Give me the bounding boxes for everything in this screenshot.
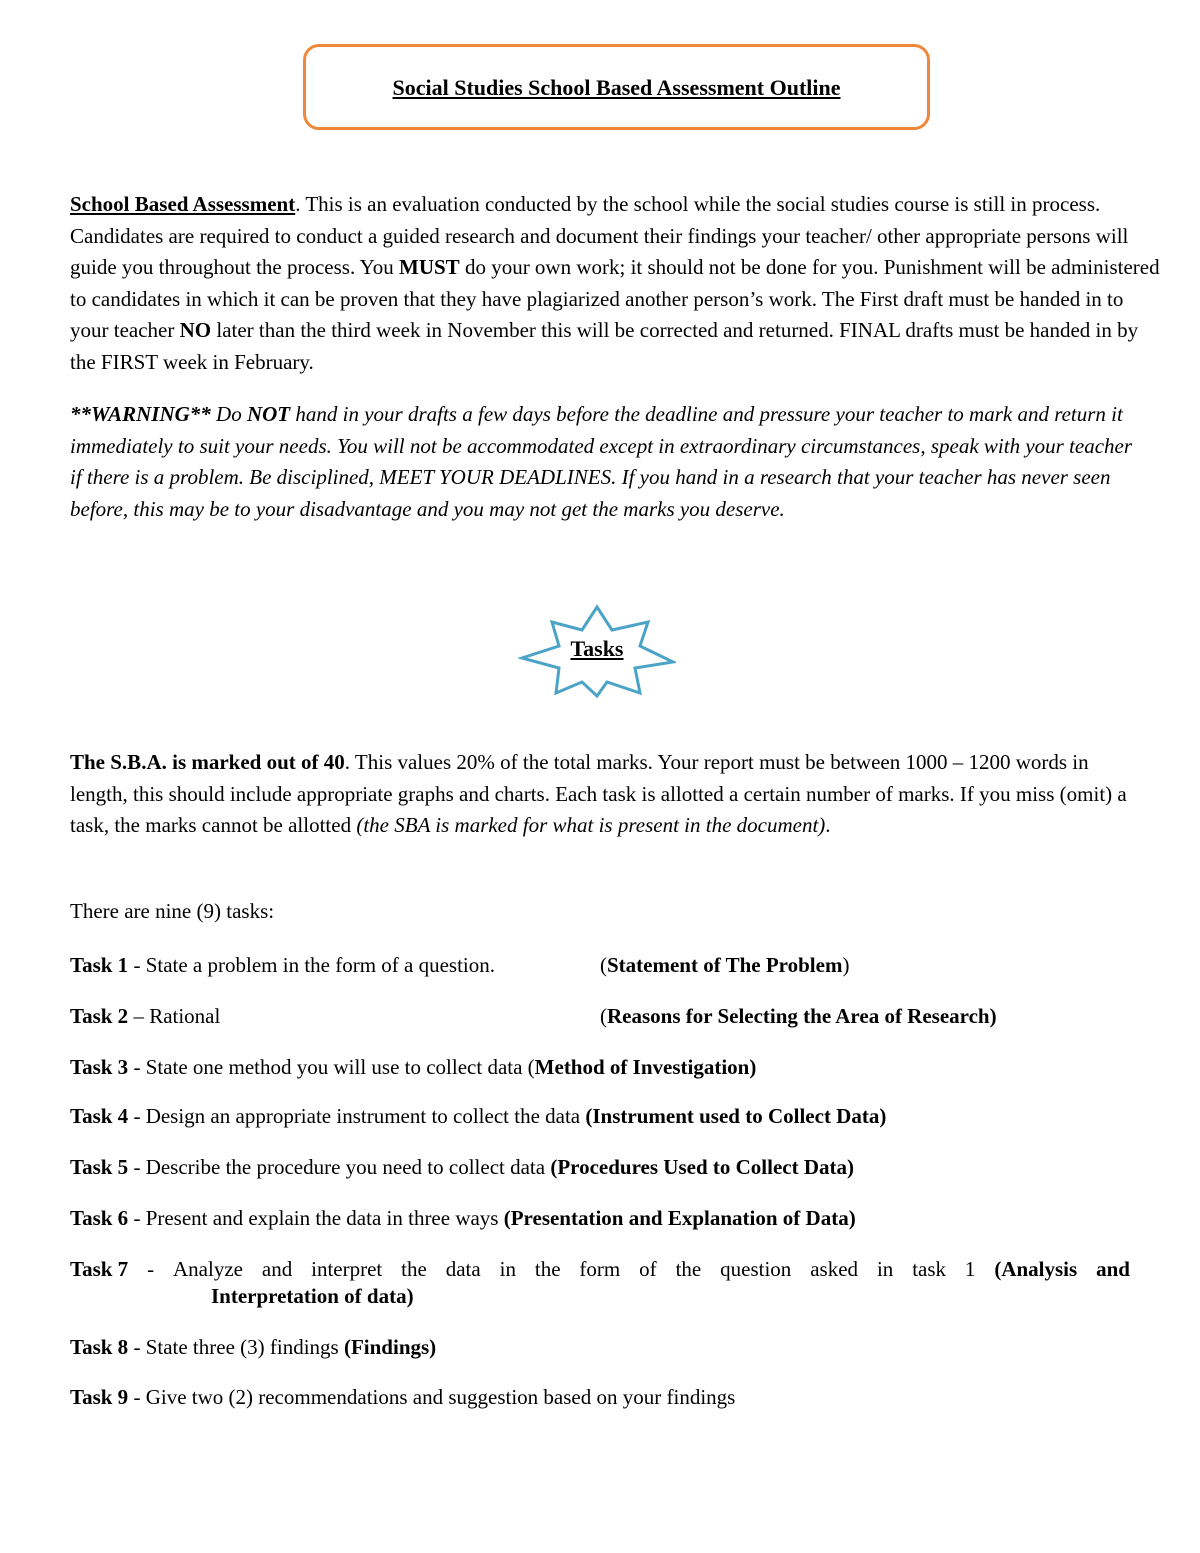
task-text: Present and explain the data in three ways (145, 1206, 504, 1230)
task7-word: the (401, 1257, 427, 1281)
task-sep: - (128, 953, 146, 977)
task-label: Task 4 (70, 1104, 129, 1128)
task7-word: Analyze (173, 1257, 243, 1281)
warning-text-2: hand in your drafts a few days before the deadline and pressure your teacher to mark and return it immediately to suit your needs. You will not be accommodated except in extraordinary circumstances, speak with your teacher if there is a problem. Be disciplined, MEET YOUR DEADLINES. If you hand in a research that your teacher has never seen before, this may be to your disadvantage and you may not get the marks you deserve. (70, 402, 1133, 521)
tasks-badge-label: Tasks (570, 636, 624, 661)
task7-word: interpret (311, 1257, 383, 1281)
task-text: Give two (2) recommendations and suggestion based on your findings (145, 1385, 736, 1409)
title-box (303, 44, 930, 130)
warning-label: **WARNING** (70, 402, 211, 426)
task-sep: - (128, 1155, 146, 1179)
intro-no: NO (179, 318, 212, 342)
task-sep: - (128, 1385, 146, 1409)
intro-text-2: do your own work; it should not be done for you. Punishment will be administered to candidates in which it can be proven that they have plagiarized another person’s work. The First draft must be handed in to your teacher (70, 255, 1160, 342)
task7-word: form (579, 1257, 621, 1281)
task-title: Method of Investigation) (534, 1055, 757, 1079)
intro-must: MUST (399, 255, 460, 279)
task-text: Describe the procedure you need to collect data (145, 1155, 551, 1179)
warning-paragraph (70, 399, 1145, 525)
task-open: ( (600, 1004, 607, 1028)
task-open: ( (600, 953, 607, 977)
task-label: Task 2 (70, 1004, 129, 1028)
task-text: State a problem in the form of a question. (145, 953, 496, 977)
task-item (70, 1154, 1130, 1181)
task-item (70, 1103, 1130, 1130)
task-item (70, 1003, 1130, 1030)
task-label: Task 7 (70, 1257, 129, 1281)
intro-text-1: . This is an evaluation conducted by the school while the social studies course is still in process. Candidates are required to conduct a guided research and document their findings your teacher/ other appropriate persons will guide you throughout the process. You (70, 192, 1129, 279)
task-item (70, 1205, 1130, 1232)
task-sep: - (128, 1104, 146, 1128)
task7-line1 (70, 1256, 1130, 1283)
task-title: (Findings) (343, 1335, 437, 1359)
task-item (70, 1334, 1130, 1361)
task7-title-a: (Analysis (994, 1257, 1078, 1281)
task7-word: the (675, 1257, 702, 1281)
task7-word: the (534, 1257, 561, 1281)
task-text: State one method you will use to collect data ( (145, 1055, 535, 1079)
task-label: Task 3 (70, 1055, 129, 1079)
task-text: State three (3) findings (145, 1335, 344, 1359)
task-sep: – (128, 1004, 150, 1028)
task7-title-b: and (1096, 1257, 1130, 1281)
task-label: Task 8 (70, 1335, 129, 1359)
task-label: Task 6 (70, 1206, 129, 1230)
task-item (70, 1384, 1130, 1411)
sba-lead: The S.B.A. is marked out of 40 (70, 750, 345, 774)
page-title: Social Studies School Based Assessment Outline (392, 75, 841, 100)
task-label: Task 5 (70, 1155, 129, 1179)
intro-text-3: later than the third week in November this will be corrected and returned. FINAL drafts must be handed in by the FIRST week in February. (70, 318, 1139, 374)
task-title: Statement of The Problem (607, 953, 843, 977)
warning-not: NOT (246, 402, 291, 426)
tasks-badge (518, 604, 676, 698)
task7-word: data (445, 1257, 481, 1281)
task7-word: in (499, 1257, 516, 1281)
warning-text-1: Do (210, 402, 247, 426)
task7-word: task (912, 1257, 947, 1281)
task-title: (Procedures Used to Collect Data) (550, 1155, 854, 1179)
intro-heading: School Based Assessment (70, 192, 296, 216)
task-sep: - (128, 1206, 146, 1230)
task-sep: - (128, 1335, 146, 1359)
task7-line2: Interpretation of data) (211, 1284, 414, 1308)
task-item (70, 1054, 1130, 1081)
task-label: Task 9 (70, 1385, 129, 1409)
task7-word: - (147, 1257, 155, 1281)
task-title: (Instrument used to Collect Data) (585, 1104, 887, 1128)
task-item-7 (70, 1256, 1130, 1310)
task7-word: and (261, 1257, 293, 1281)
task7-word: question (720, 1257, 792, 1281)
task7-word: 1 (964, 1257, 976, 1281)
intro-paragraph (70, 189, 1166, 378)
task-item (70, 952, 1130, 979)
task7-word: of (639, 1257, 657, 1281)
task-title: (Presentation and Explanation of Data) (503, 1206, 856, 1230)
sba-text-1: . This values 20% of the total marks. Your report must be between 1000 – 1200 words in length, this should include appropriate graphs and charts. Each task is allotted a certain number of marks. If you miss (omit) a task, the marks cannot be allotted (70, 750, 1127, 837)
task-count-line: There are nine (9) tasks: (70, 899, 275, 923)
task-sep: - (128, 1055, 146, 1079)
task-close: ) (842, 953, 850, 977)
sba-paragraph (70, 747, 1140, 842)
task-text: Design an appropriate instrument to collect the data (145, 1104, 586, 1128)
sba-italic: (the SBA is marked for what is present in the document) (356, 813, 826, 837)
task-text: Rational (149, 1004, 221, 1028)
task-title: Reasons for Selecting the Area of Research) (607, 1004, 997, 1028)
task7-word: in (876, 1257, 894, 1281)
task-label: Task 1 (70, 953, 129, 977)
task7-word: asked (810, 1257, 859, 1281)
sba-end: . (825, 813, 831, 837)
